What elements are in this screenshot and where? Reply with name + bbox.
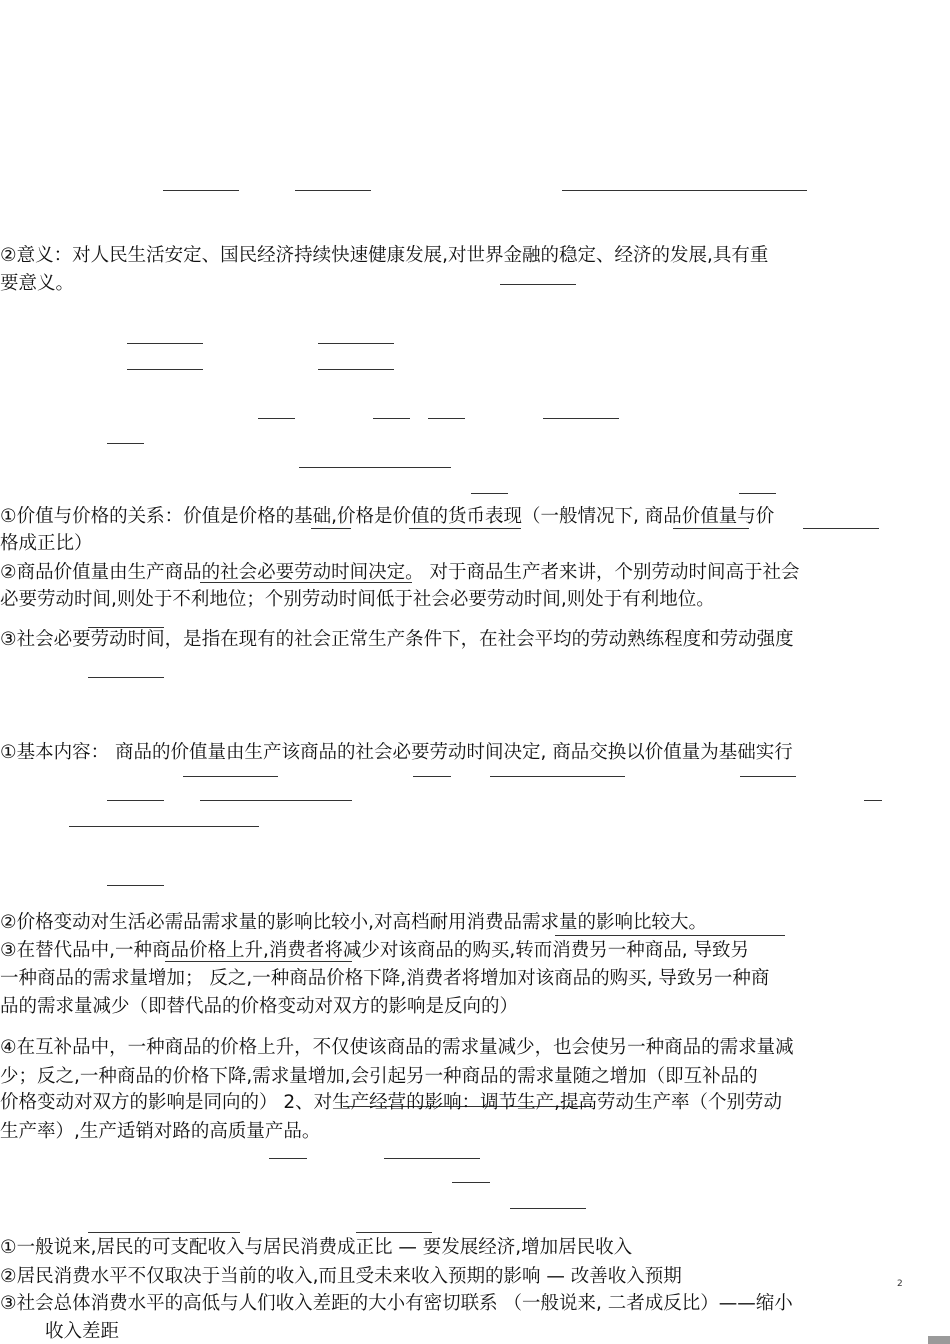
blank-line	[318, 369, 394, 370]
text-line: 要意义。	[0, 273, 75, 294]
blank-line	[127, 343, 203, 344]
text-line: ②商品价值量由生产商品的社会必要劳动时间决定。 对于商品生产者来讲，个别劳动时间高于社会	[0, 562, 800, 583]
blank-line	[555, 935, 785, 936]
text-line: 必要劳动时间,则处于不利地位；个别劳动时间低于社会必要劳动时间,则处于有利地位。	[0, 589, 715, 610]
blank-line	[452, 1182, 490, 1183]
blank-line	[295, 190, 371, 191]
text-line: 一种商品的需求量增加； 反之,一种商品价格下降,消费者将增加对该商品的购买, 导致另一种商	[0, 968, 770, 989]
text-line: ①价值与价格的关系：价值是价格的基础,价格是价值的货币表现（一般情况下, 商品价值量与价	[0, 506, 775, 527]
blank-line	[384, 1158, 480, 1159]
blank-line	[471, 493, 508, 494]
text-line: 品的需求量减少（即替代品的价格变动对双方的影响是反向的）	[0, 996, 519, 1017]
text-line: 少；反之,一种商品的价格下降,需求量增加,会引起另一种商品的需求量随之增加（即互补品的	[0, 1066, 758, 1087]
text-line: 价格变动对双方的影响是同向的） 2、对生产经营的影响：调节生产,提高劳动生产率（个别劳动	[0, 1092, 783, 1113]
blank-line	[107, 885, 164, 886]
text-line: ②居民消费水平不仅取决于当前的收入,而且受未来收入预期的影响 — 改善收入预期	[0, 1266, 682, 1287]
blank-line	[299, 467, 451, 468]
blank-line	[88, 1232, 240, 1233]
blank-line	[311, 528, 351, 529]
blank-line	[490, 776, 625, 777]
blank-line	[673, 528, 749, 529]
text-line: 收入差距	[45, 1321, 120, 1342]
text-line: ③社会总体消费水平的高低与人们收入差距的大小有密切联系 （一般说来, 二者成反比）——缩小	[0, 1293, 793, 1314]
blank-line	[88, 627, 164, 628]
blank-line	[318, 343, 394, 344]
blank-line	[373, 418, 410, 419]
blank-line	[107, 443, 144, 444]
blank-line	[864, 800, 882, 801]
blank-line	[88, 677, 164, 678]
blank-line	[163, 190, 239, 191]
blank-line	[183, 776, 278, 777]
blank-line	[740, 776, 796, 777]
blank-line	[258, 418, 295, 419]
blank-line	[356, 1232, 432, 1233]
blank-line	[510, 1208, 586, 1209]
text-line: ②价格变动对生活必需品需求量的影响比较小,对高档耐用消费品需求量的影响比较大。	[0, 912, 707, 933]
blank-line	[409, 528, 521, 529]
blank-line	[428, 418, 465, 419]
blank-line	[269, 1158, 307, 1159]
text-line: ③在替代品中,一种商品价格上升,消费者将减少对该商品的购买,转而消费另一种商品, 导致另	[0, 940, 749, 961]
blank-line	[127, 369, 203, 370]
text-line: 生产率）,生产适销对路的高质量产品。	[0, 1121, 321, 1142]
blank-line	[413, 776, 451, 777]
blank-line	[200, 800, 352, 801]
text-line: ②意义：对人民生活安定、国民经济持续快速健康发展,对世界金融的稳定、经济的发展,具有重	[0, 245, 769, 266]
corner-marker	[928, 1336, 950, 1344]
text-line: ③社会必要劳动时间，是指在现有的社会正常生产条件下，在社会平均的劳动熟练程度和劳动强度	[0, 629, 794, 650]
blank-line	[500, 284, 576, 285]
text-line: ①基本内容： 商品的价值量由生产该商品的社会必要劳动时间决定, 商品交换以价值量为基础实行	[0, 742, 793, 763]
blank-line	[107, 800, 164, 801]
text-line: ①一般说来,居民的可支配收入与居民消费成正比 — 要发展经济,增加居民收入	[0, 1237, 633, 1258]
text-line: ④在互补品中，一种商品的价格上升，不仅使该商品的需求量减少，也会使另一种商品的需求量减	[0, 1037, 794, 1058]
page-number: 2	[897, 1279, 903, 1289]
text-line: 格成正比）	[0, 533, 93, 554]
blank-line	[803, 528, 879, 529]
blank-line	[739, 493, 776, 494]
blank-line	[562, 190, 807, 191]
blank-line	[69, 826, 259, 827]
blank-line	[543, 418, 619, 419]
